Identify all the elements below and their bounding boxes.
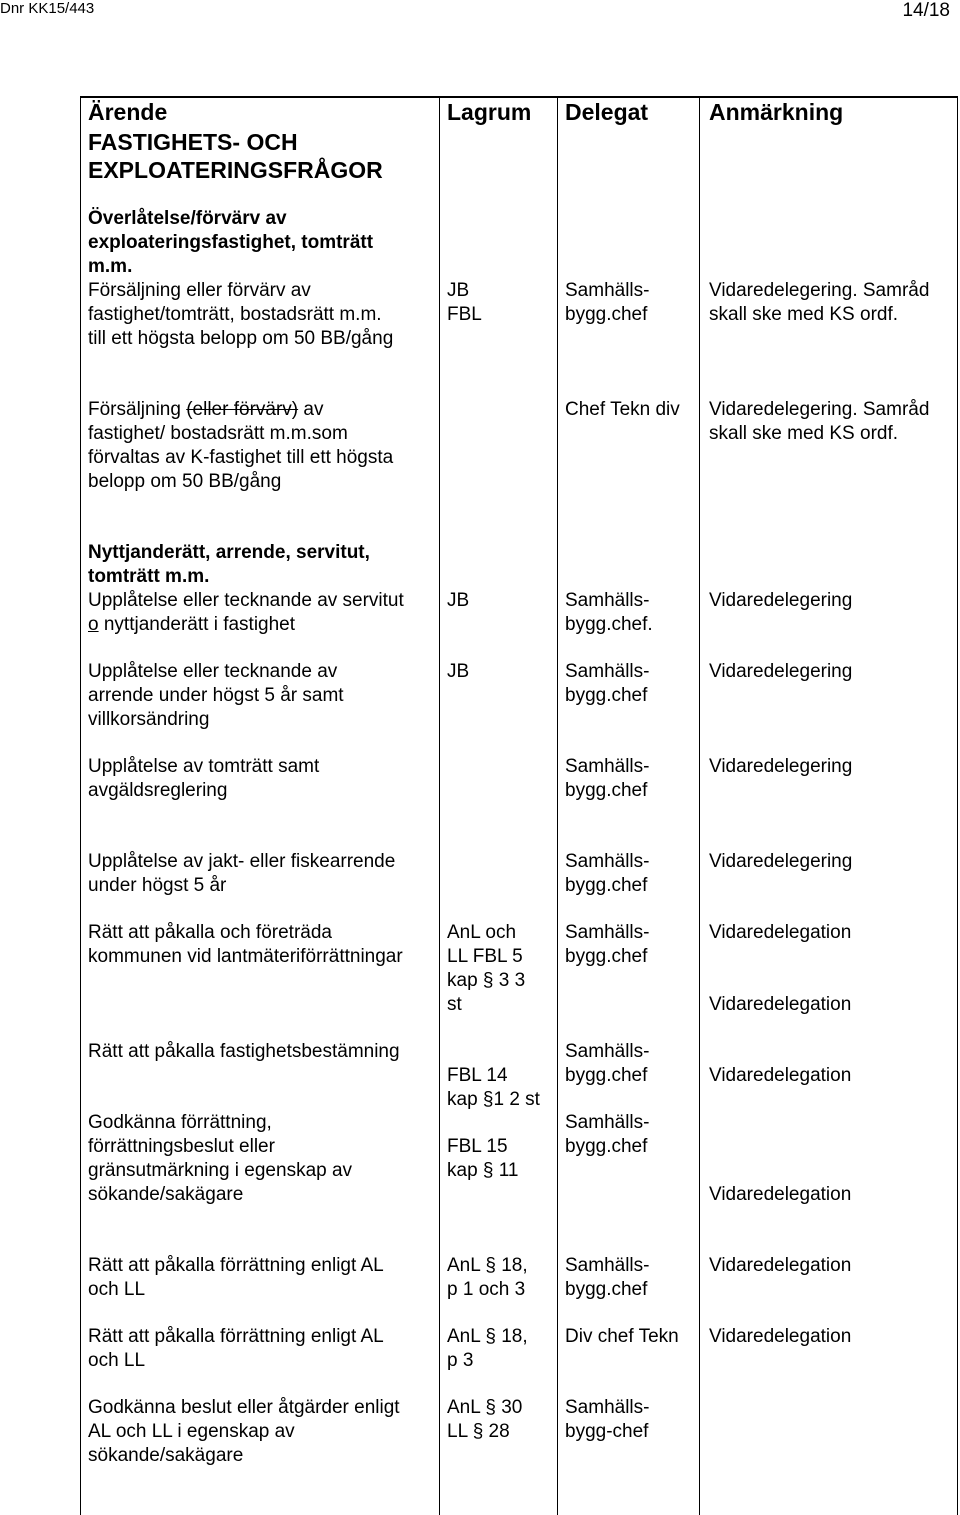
arende-text: avgäldsreglering	[88, 780, 228, 801]
delegat-text: Chef Tekn div	[565, 399, 680, 420]
anmarkning-text: skall ske med KS ordf.	[709, 423, 899, 444]
arende-text: kommunen vid lantmäteriförrättningar	[88, 946, 403, 967]
delegat-text: Samhälls-	[565, 851, 650, 872]
anmarkning-text: Vidaredelegation	[709, 922, 852, 943]
arende-text: gränsutmärkning i egenskap av	[88, 1160, 353, 1181]
lagrum-text: FBL 15	[447, 1136, 508, 1157]
delegat-text: bygg.chef	[565, 946, 648, 967]
arende-text: villkorsändring	[88, 709, 210, 730]
arende-text: Godkänna beslut eller åtgärder enligt	[88, 1397, 400, 1418]
lagrum-text: st	[447, 994, 462, 1015]
anmarkning-text: Vidaredelegation	[709, 994, 852, 1015]
anmarkning-text: skall ske med KS ordf.	[709, 304, 899, 325]
arende-text: sökande/sakägare	[88, 1445, 244, 1466]
group-heading: Nyttjanderätt, arrende, servitut,	[88, 542, 370, 563]
delegat-text: Samhälls-	[565, 1255, 650, 1276]
column-header-anmarkning: Anmärkning	[709, 99, 844, 125]
column-header-lagrum: Lagrum	[447, 99, 532, 125]
arende-text: förvaltas av K-fastighet till ett högsta	[88, 447, 394, 468]
arende-text: o nyttjanderätt i fastighet	[88, 614, 296, 635]
lagrum-text: JB	[447, 590, 470, 611]
arende-text: fastighet/ bostadsrätt m.m.som	[88, 423, 348, 444]
delegat-text: bygg.chef	[565, 780, 648, 801]
group-heading: exploateringsfastighet, tomträtt	[88, 232, 374, 253]
anmarkning-text: Vidaredelegation	[709, 1255, 852, 1276]
arende-text: Försäljning eller förvärv av	[88, 280, 311, 301]
section-title: FASTIGHETS- OCH	[88, 129, 298, 155]
delegat-text: bygg.chef	[565, 685, 648, 706]
lagrum-text: AnL § 18,	[447, 1255, 528, 1276]
group-heading: Överlåtelse/förvärv av	[88, 208, 287, 229]
arende-text: sökande/sakägare	[88, 1184, 244, 1205]
lagrum-text: JB	[447, 280, 470, 301]
lagrum-text: kap § 3 3	[447, 970, 526, 991]
delegat-text: bygg.chef	[565, 1065, 648, 1086]
lagrum-text: FBL	[447, 304, 482, 325]
lagrum-text: JB	[447, 661, 470, 682]
arende-text: Upplåtelse eller tecknande av servitut	[88, 590, 404, 611]
arende-text: Godkänna förrättning,	[88, 1112, 272, 1133]
delegat-text: Samhälls-	[565, 1397, 650, 1418]
section-title: EXPLOATERINGSFRÅGOR	[88, 157, 383, 183]
document-reference: Dnr KK15/443	[0, 0, 95, 17]
delegat-text: bygg.chef	[565, 875, 648, 896]
lagrum-text: AnL § 18,	[447, 1326, 528, 1347]
lagrum-text: kap § 11	[447, 1160, 519, 1181]
arende-text: Försäljning (eller förvärv) av	[88, 399, 324, 420]
arende-text: Rätt att påkalla förrättning enligt AL	[88, 1255, 384, 1276]
delegat-text: Samhälls-	[565, 756, 650, 777]
group-heading: tomträtt m.m.	[88, 566, 210, 587]
column-divider-delegat	[557, 96, 558, 1515]
delegat-text: Samhälls-	[565, 1041, 650, 1062]
lagrum-text: LL § 28	[447, 1421, 510, 1442]
delegat-text: Div chef Tekn	[565, 1326, 679, 1347]
lagrum-text: LL FBL 5	[447, 946, 523, 967]
arende-text: Upplåtelse eller tecknande av	[88, 661, 338, 682]
column-divider-anmarkning	[699, 96, 700, 1515]
delegat-text: Samhälls-	[565, 922, 650, 943]
arende-text: och LL	[88, 1279, 146, 1300]
anmarkning-text: Vidaredelegation	[709, 1184, 852, 1205]
anmarkning-text: Vidaredelegering. Samråd	[709, 280, 930, 301]
arende-text: Rätt att påkalla förrättning enligt AL	[88, 1326, 384, 1347]
delegat-text: bygg.chef	[565, 1136, 648, 1157]
arende-text: fastighet/tomträtt, bostadsrätt m.m.	[88, 304, 382, 325]
anmarkning-text: Vidaredelegering	[709, 590, 853, 611]
delegat-text: bygg.chef.	[565, 614, 653, 635]
anmarkning-text: Vidaredelegering	[709, 851, 853, 872]
column-header-arende: Ärende	[88, 99, 168, 125]
arende-text: arrende under högst 5 år samt	[88, 685, 344, 706]
anmarkning-text: Vidaredelegation	[709, 1065, 852, 1086]
lagrum-text: FBL 14	[447, 1065, 508, 1086]
group-heading: m.m.	[88, 256, 133, 277]
lagrum-text: AnL och	[447, 922, 517, 943]
table-top-border	[80, 96, 958, 98]
delegat-text: bygg-chef	[565, 1421, 649, 1442]
arende-text: under högst 5 år	[88, 875, 227, 896]
arende-text: till ett högsta belopp om 50 BB/gång	[88, 328, 394, 349]
table-left-border	[80, 96, 81, 1515]
anmarkning-text: Vidaredelegering. Samråd	[709, 399, 930, 420]
lagrum-text: AnL § 30	[447, 1397, 523, 1418]
arende-text: Upplåtelse av tomträtt samt	[88, 756, 320, 777]
delegat-text: bygg.chef	[565, 304, 648, 325]
anmarkning-text: Vidaredelegation	[709, 1326, 852, 1347]
delegat-text: bygg.chef	[565, 1279, 648, 1300]
delegat-text: Samhälls-	[565, 590, 650, 611]
lagrum-text: kap §1 2 st	[447, 1089, 540, 1110]
delegat-text: Samhälls-	[565, 661, 650, 682]
arende-text: förrättningsbeslut eller	[88, 1136, 275, 1157]
delegat-text: Samhälls-	[565, 280, 650, 301]
column-header-delegat: Delegat	[565, 99, 649, 125]
arende-text: och LL	[88, 1350, 146, 1371]
page-number: 14/18	[902, 0, 950, 21]
lagrum-text: p 3	[447, 1350, 474, 1371]
delegat-text: Samhälls-	[565, 1112, 650, 1133]
arende-text: belopp om 50 BB/gång	[88, 471, 282, 492]
arende-text: AL och LL i egenskap av	[88, 1421, 295, 1442]
column-divider-lagrum	[439, 96, 440, 1515]
table-right-border	[957, 96, 958, 1515]
arende-text: Rätt att påkalla och företräda	[88, 922, 332, 943]
arende-text: Rätt att påkalla fastighetsbestämning	[88, 1041, 400, 1062]
anmarkning-text: Vidaredelegering	[709, 661, 853, 682]
struck-text: (eller förvärv)	[186, 399, 299, 420]
anmarkning-text: Vidaredelegering	[709, 756, 853, 777]
arende-text: Upplåtelse av jakt- eller fiskearrende	[88, 851, 396, 872]
lagrum-text: p 1 och 3	[447, 1279, 526, 1300]
